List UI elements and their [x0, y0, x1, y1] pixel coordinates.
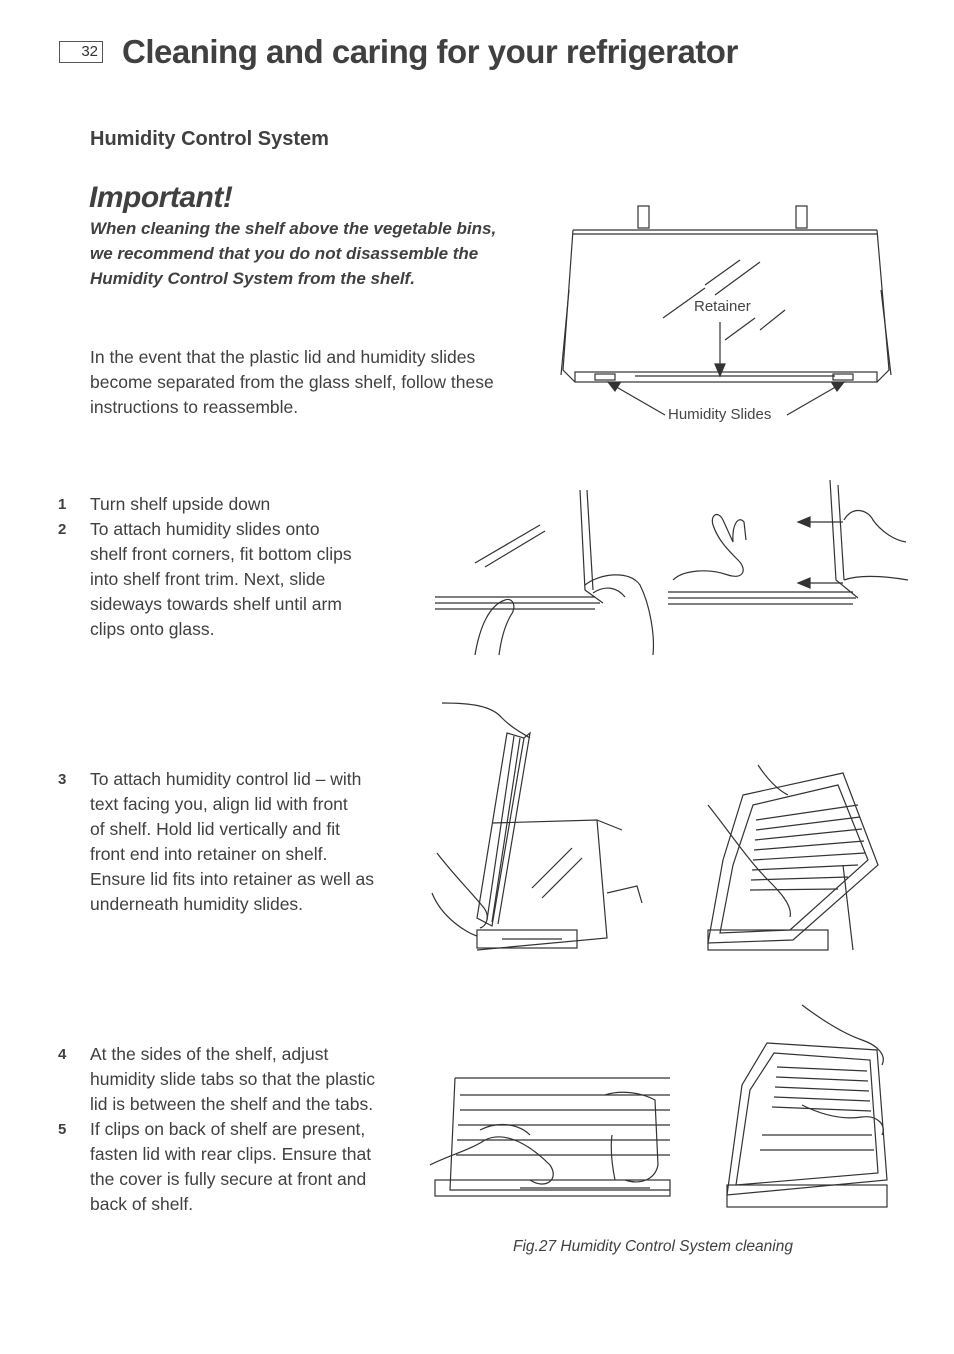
- step-line: If clips on back of shelf are present,: [90, 1119, 366, 1139]
- step-3: [58, 767, 428, 927]
- step-text: [90, 1117, 371, 1217]
- step-5: [58, 1117, 428, 1222]
- step-line: shelf front corners, fit bottom clips: [90, 544, 352, 564]
- step-text: [90, 517, 352, 642]
- intro-paragraph: [90, 345, 530, 420]
- figure-caption: Fig.27 Humidity Control System cleaning: [513, 1238, 793, 1255]
- important-line: we recommend that you do not disassemble the: [90, 244, 479, 263]
- shelf-rear-tab-left: [638, 206, 649, 228]
- step-text: [90, 767, 374, 917]
- intro-line: instructions to reassemble.: [90, 397, 299, 417]
- step-line: To attach humidity slides onto: [90, 519, 320, 539]
- step-line: back of shelf.: [90, 1194, 194, 1214]
- illustration-lid-fitting: [698, 765, 888, 955]
- illustration-slide-corner-left: [435, 485, 660, 655]
- shelf-diagram: [555, 200, 895, 435]
- step-line: sideways towards shelf until arm: [90, 594, 342, 614]
- illustration-lid-vertical: [432, 698, 652, 960]
- step-number: 5: [58, 1121, 67, 1138]
- step-number: 1: [58, 496, 67, 513]
- important-line: Humidity Control System from the shelf.: [90, 269, 415, 288]
- step-line: clips onto glass.: [90, 619, 215, 639]
- step-line: humidity slide tabs so that the plastic: [90, 1069, 376, 1089]
- illustration-slide-corner-right: [668, 480, 913, 610]
- step-line: Turn shelf upside down: [90, 494, 271, 514]
- step-4: [58, 1042, 428, 1122]
- step-text: [90, 1042, 375, 1117]
- step-line: To attach humidity control lid – with: [90, 769, 362, 789]
- step-2: [58, 517, 428, 647]
- step-line: text facing you, align lid with front: [90, 794, 348, 814]
- humidity-slide-arrow-right: [787, 385, 839, 415]
- important-text: [90, 216, 530, 291]
- important-heading: Important!: [89, 181, 233, 214]
- step-line: fasten lid with rear clips. Ensure that: [90, 1144, 372, 1164]
- step-line: of shelf. Hold lid vertically and fit: [90, 819, 340, 839]
- shelf-rear-tab-right: [796, 206, 807, 228]
- humidity-slides-label: Humidity Slides: [668, 406, 772, 423]
- retainer-label: Retainer: [694, 298, 751, 315]
- illustration-rear-clips: [722, 1005, 897, 1220]
- humidity-slide-arrow-left: [613, 385, 665, 415]
- step-line: lid is between the shelf and the tabs.: [90, 1094, 374, 1114]
- intro-line: become separated from the glass shelf, follow these: [90, 372, 494, 392]
- intro-line: In the event that the plastic lid and humidity slides: [90, 347, 476, 367]
- step-text: [90, 492, 270, 517]
- step-line: into shelf front trim. Next, slide: [90, 569, 326, 589]
- step-number: 3: [58, 771, 67, 788]
- step-line: front end into retainer on shelf.: [90, 844, 328, 864]
- important-line: When cleaning the shelf above the vegetable bins,: [90, 219, 497, 238]
- step-line: At the sides of the shelf, adjust: [90, 1044, 329, 1064]
- step-line: underneath humidity slides.: [90, 894, 304, 914]
- step-line: the cover is fully secure at front and: [90, 1169, 367, 1189]
- page-title: Cleaning and caring for your refrigerator: [122, 33, 738, 70]
- step-number: 2: [58, 521, 67, 538]
- section-heading: Humidity Control System: [90, 128, 329, 150]
- step-line: Ensure lid fits into retainer as well as: [90, 869, 375, 889]
- illustration-slide-tabs: [430, 1070, 675, 1210]
- page-number: 32: [59, 41, 103, 63]
- step-number: 4: [58, 1046, 67, 1063]
